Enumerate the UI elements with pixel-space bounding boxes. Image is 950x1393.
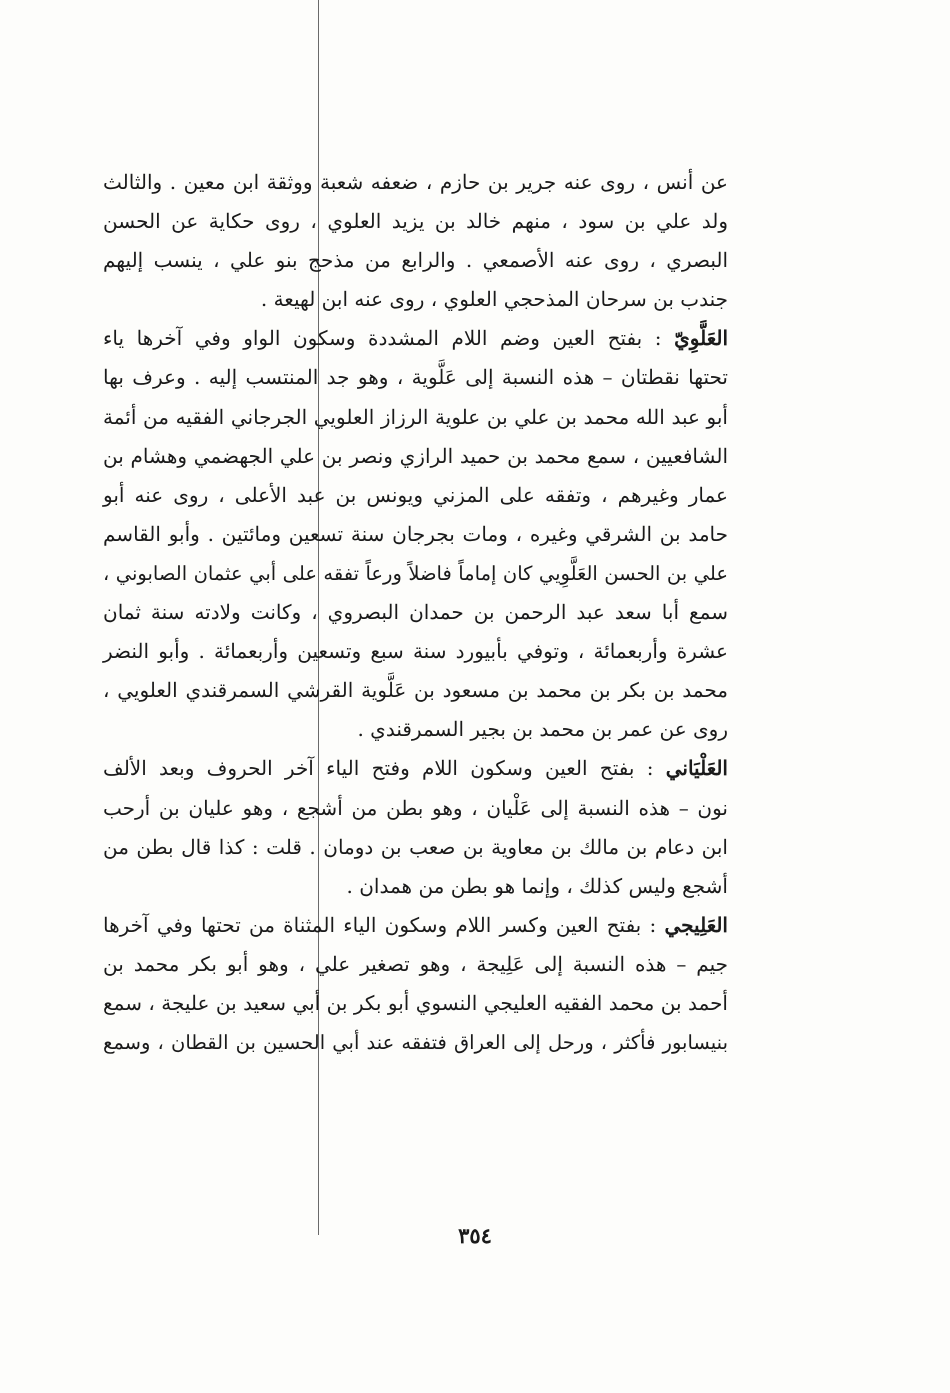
text-line: حامد بن الشرقي وغيره ، ومات بجرجان سنة تسعين ومائتين . وأبو القاسم (103, 521, 728, 546)
text-line: البصري ، روى عنه الأصمعي . والرابع من مذحج بنو علي ، ينسب إليهم (103, 248, 728, 273)
entry-headword: العَلْيَاني (665, 756, 728, 781)
text-line: عشرة وأربعمائة ، وتوفي بأبيورد سنة سبع وتسعين وأربعمائة . وأبو النضر (103, 639, 728, 664)
text-line: ولد علي بن سود ، منهم خالد بن يزيد العلوي ، روى حكاية عن الحسن (103, 209, 728, 234)
entry-text: : بفتح العين وسكون اللام وفتح الياء آخر الحروف وبعد الألف (103, 756, 666, 781)
text-line: علي بن الحسن العَلَّوِيي كان إماماً فاضلاً ورعاً تفقه على أبي عثمان الصابوني ، (103, 561, 728, 585)
entry-heading-line (103, 906, 728, 945)
text-line: تحتها نقطتان – هذه النسبة إلى عَلَّوية ، وهو جد المنتسب إليه . وعرف بها (103, 365, 728, 390)
text-line: ابن دعام بن مالك بن معاوية بن صعب بن دومان . قلت : كذا قال بطن من (103, 834, 728, 859)
text-line: سمع أبا سعد عبد الرحمن بن حمدان البصروي ، وكانت ولادته سنة ثمان (103, 600, 728, 625)
text-line: روى عن عمر بن محمد بن بجير السمرقندي . (357, 717, 728, 742)
text-line: أشجع وليس كذلك ، وإنما هو بطن من همدان . (346, 873, 728, 898)
text-line: عن أنس ، روى عنه جرير بن حازم ، ضعفه شعبة ووثقة ابن معين . والثالث (103, 170, 728, 194)
entry-headword: العَلَّوِيّ (674, 326, 728, 351)
entry-heading-line (103, 319, 728, 358)
body-text (103, 163, 728, 1062)
text-line: أحمد بن محمد الفقيه العليجي النسوي أبو بكر بن أبي سعيد بن عليجة ، سمع (103, 990, 728, 1015)
text-line: عمار وغيرهم ، وتفقه على المزني ويونس بن عبد الأعلى ، روى عنه أبو (103, 482, 728, 507)
text-line: بنيسابور فأكثر ، ورحل إلى العراق فتفقه عند أبي الحسين بن القطان ، وسمع (103, 1031, 728, 1055)
text-line: نون – هذه النسبة إلى عَلْيان ، وهو بطن من أشجع ، وهو عليان بن أرحب (103, 795, 728, 820)
entry-heading-line (103, 749, 728, 788)
entry-text: : بفتح العين وكسر اللام وسكون الياء المثناة من تحتها وفي آخرها (103, 912, 665, 937)
text-line: محمد بن بكر بن محمد بن مسعود بن عَلَّوية القرشي السمرقندي العلويي ، (103, 678, 728, 703)
entry-headword: العَلِيجي (664, 912, 728, 937)
text-line: أبو عبد الله محمد بن علي بن علوية الرزاز العلويي الجرجاني الفقيه من أئمة (103, 404, 728, 429)
entry-text: : بفتح العين وضم اللام المشددة وسكون الواو وفي آخرها ياء (103, 326, 675, 351)
text-line: جيم – هذه النسبة إلى عَلِيجة ، وهو تصغير علي ، وهو أبو بكر محمد بن (103, 951, 728, 976)
text-line: الشافعيين ، سمع محمد بن حميد الرازي ونصر بن علي الجهضمي وهشام بن (103, 443, 728, 468)
text-line: جندب بن سرحان المذحجي العلوي ، روى عنه ابن لهيعة . (260, 287, 728, 312)
page-number: ٣٥٤ (458, 1223, 492, 1248)
